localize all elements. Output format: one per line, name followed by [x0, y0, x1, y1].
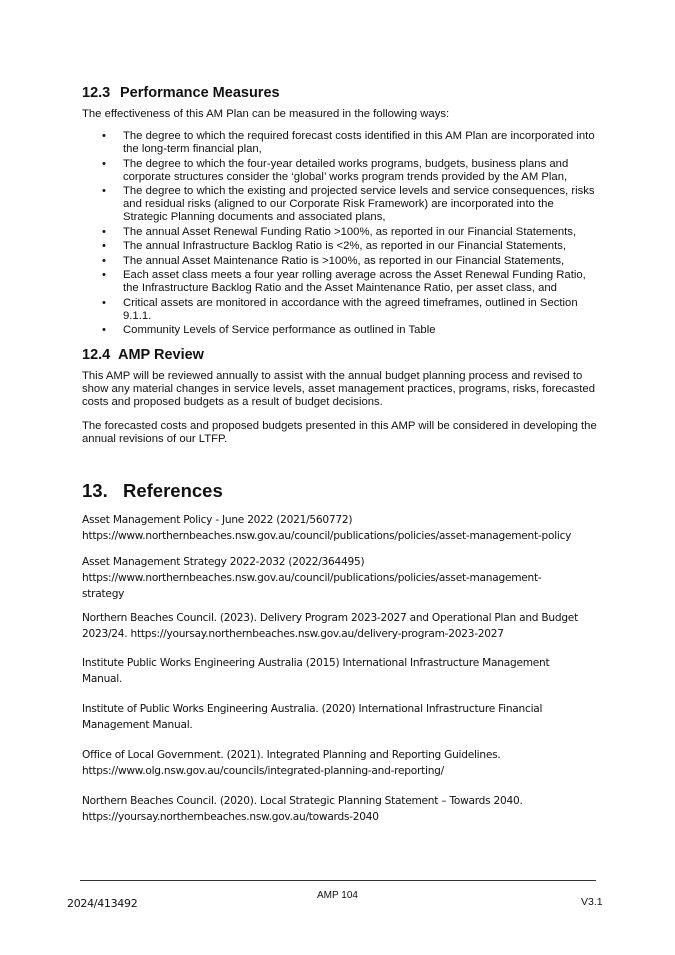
section-number: 12.4: [82, 347, 111, 363]
footer-document-id: 2024/413492: [67, 897, 138, 910]
reference-entry: [82, 554, 602, 602]
reference-title: Asset Management Strategy 2022-2032 (2022/364495): [82, 556, 365, 568]
bullet-icon: •: [102, 269, 106, 282]
list-item-text: The annual Asset Renewal Funding Ratio >100%, as reported in our Financial Statements,: [123, 225, 577, 238]
list-item-text: Each asset class meets a four year rolling average across the Asset Renewal Funding Ratio, the Infrastructure Backlog Ratio and the Asset Maintenance Ratio, per asset class, and: [123, 269, 586, 295]
footer-document-name: AMP 104: [317, 890, 358, 901]
reference-entry: [82, 512, 602, 544]
section-title: References: [123, 480, 223, 501]
section-heading-references: [82, 480, 223, 502]
footer-divider: [80, 880, 596, 881]
reference-title: Office of Local Government. (2021). Integrated Planning and Reporting Guidelines.: [82, 749, 501, 761]
bullet-icon: •: [102, 240, 106, 253]
list-item-text: Community Levels of Service performance as outlined in Table: [123, 324, 436, 337]
section-title: AMP Review: [118, 347, 204, 363]
reference-text: Institute Public Works Engineering Australia (2015) International Infrastructure Management Manual.: [82, 657, 550, 685]
list-item: [82, 297, 597, 323]
reference-entry: [82, 610, 602, 642]
list-item-text: Critical assets are monitored in accordance with the agreed timeframes, outlined in Section 9.1.1.: [123, 296, 578, 322]
list-item-text: The degree to which the required forecast costs identified in this AM Plan are incorporated into the long-term financial plan,: [123, 130, 595, 156]
reference-entry: [82, 793, 602, 825]
bullet-icon: •: [102, 254, 106, 267]
amp-review-paragraph: The forecasted costs and proposed budgets presented in this AMP will be considered in developing the annual revisions of our LTFP.: [82, 420, 597, 445]
bullet-icon: •: [102, 185, 106, 198]
section-heading-performance-measures: [82, 85, 280, 101]
list-item-text: The degree to which the existing and projected service levels and service consequences, risks and residual risks (aligned to our Corporate Risk Framework) are incorporated into the Strategic Planning documents and associated plans,: [123, 185, 595, 224]
list-item-text: The degree to which the four-year detailed works programs, budgets, business plans and corporate structures consider the ‘global’ works program trends provided by the AM Plan,: [123, 157, 569, 183]
amp-review-paragraph: This AMP will be reviewed annually to assist with the annual budget planning process and revised to show any material changes in service levels, asset management practices, programs, risks, forecasted costs and proposed budgets as a result of budget decisions.: [82, 370, 595, 408]
reference-title: Asset Management Policy - June 2022 (2021/560772): [82, 514, 353, 526]
reference-entry: [82, 655, 602, 687]
list-item: [82, 255, 597, 268]
list-item: [82, 226, 597, 239]
bullet-icon: •: [102, 157, 106, 170]
list-item: [82, 269, 597, 295]
list-item-text: The annual Asset Maintenance Ratio is >100%, as reported in our Financial Statements,: [123, 254, 565, 267]
reference-link[interactable]: https://www.northernbeaches.nsw.gov.au/council/publications/policies/asset-management-strategy: [82, 572, 542, 600]
list-item-text: The annual Infrastructure Backlog Ratio is <2%, as reported in our Financial Statements,: [123, 240, 567, 253]
reference-text: Northern Beaches Council. (2023). Delivery Program 2023-2027 and Operational Plan and Budget 2023/24. https://yoursay.northernbeaches.nsw.gov.au/delivery-program-2023-2027: [82, 612, 578, 640]
bullet-icon: •: [102, 225, 106, 238]
bullet-icon: •: [102, 296, 106, 309]
list-item: [82, 158, 597, 184]
reference-entry: [82, 701, 602, 733]
reference-link[interactable]: https://yoursay.northernbeaches.nsw.gov.au/towards-2040: [82, 811, 379, 823]
reference-text: Institute of Public Works Engineering Australia. (2020) International Infrastructure Financial Management Manual.: [82, 703, 543, 731]
section-number: 12.3: [82, 85, 111, 101]
list-item: [82, 324, 597, 337]
section-number: 13.: [82, 480, 108, 501]
list-item: [82, 185, 597, 224]
list-item: [82, 240, 597, 253]
reference-entry: [82, 747, 602, 779]
performance-measures-list: [82, 130, 597, 339]
reference-title: Northern Beaches Council. (2020). Local Strategic Planning Statement – Towards 2040.: [82, 795, 523, 807]
reference-link[interactable]: https://www.olg.nsw.gov.au/councils/integrated-planning-and-reporting/: [82, 765, 444, 777]
performance-intro: The effectiveness of this AM Plan can be measured in the following ways:: [82, 108, 450, 120]
list-item: [82, 130, 597, 156]
reference-link[interactable]: https://www.northernbeaches.nsw.gov.au/council/publications/policies/asset-management-policy: [82, 530, 572, 542]
bullet-icon: •: [102, 324, 106, 337]
section-heading-amp-review: [82, 347, 204, 363]
section-title: Performance Measures: [120, 85, 280, 101]
bullet-icon: •: [102, 130, 106, 142]
footer-version: V3.1: [581, 896, 603, 908]
